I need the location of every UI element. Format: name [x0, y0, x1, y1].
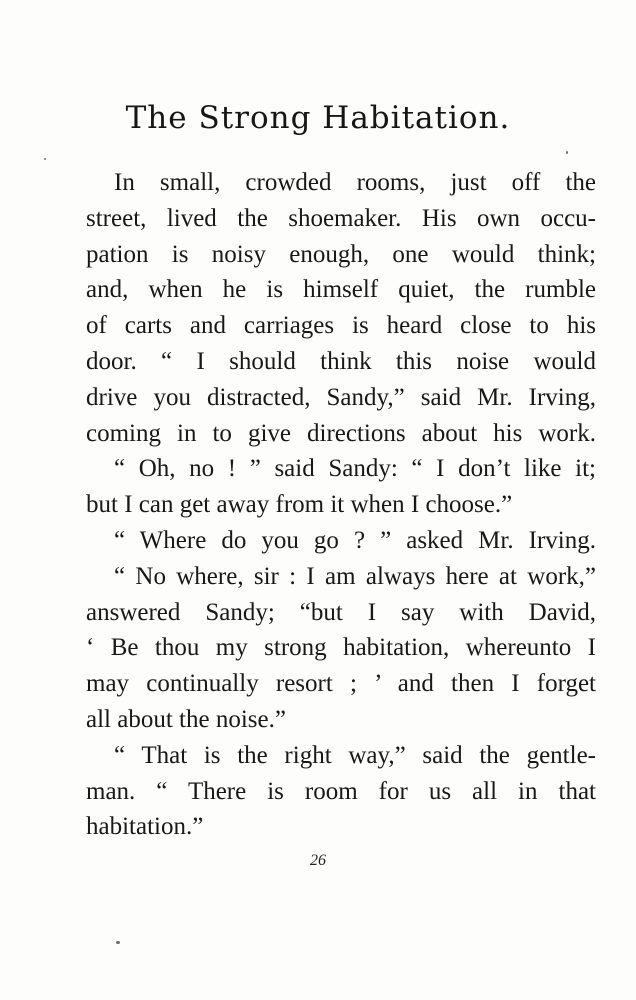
text-line-18: man. “ There is room for us all in that: [86, 777, 596, 805]
page-title: The Strong Habitation.: [125, 100, 511, 136]
text-line-16: all about the noise.”: [86, 705, 286, 733]
body-text: [86, 165, 596, 845]
text-line-4: and, when he is himself quiet, the rumble: [86, 276, 596, 304]
text-line-12: “ No where, sir : I am always here at work,”: [114, 562, 596, 590]
paper-speck: [566, 151, 568, 154]
text-line-8: coming in to give directions about his work.: [86, 419, 596, 447]
text-line-5: of carts and carriages is heard close to his: [86, 312, 596, 340]
text-line-1: In small, crowded rooms, just off the: [114, 169, 596, 196]
text-line-15: may continually resort ; ’ and then I forget: [86, 670, 596, 698]
text-line-2: street, lived the shoemaker. His own occu-: [86, 204, 596, 232]
text-line-6: door. “ I should think this noise would: [86, 347, 596, 375]
text-line-13: answered Sandy; “but I say with David,: [86, 598, 596, 626]
text-line-14: ‘ Be thou my strong habitation, whereunto I: [86, 634, 596, 662]
paper-speck: [44, 158, 46, 160]
text-line-11: “ Where do you go ? ” asked Mr. Irving.: [114, 526, 596, 554]
text-line-9: “ Oh, no ! ” said Sandy: “ I don’t like it;: [114, 455, 596, 483]
page-number: 26: [310, 852, 326, 869]
text-line-19: habitation.”: [86, 813, 204, 841]
text-line-10: but I can get away from it when I choose.”: [86, 491, 513, 519]
paper-speck: [116, 941, 120, 944]
text-line-3: pation is noisy enough, one would think;: [86, 240, 596, 268]
text-line-7: drive you distracted, Sandy,” said Mr. Irving,: [86, 383, 596, 411]
text-line-17: “ That is the right way,” said the gentle-: [114, 741, 596, 769]
